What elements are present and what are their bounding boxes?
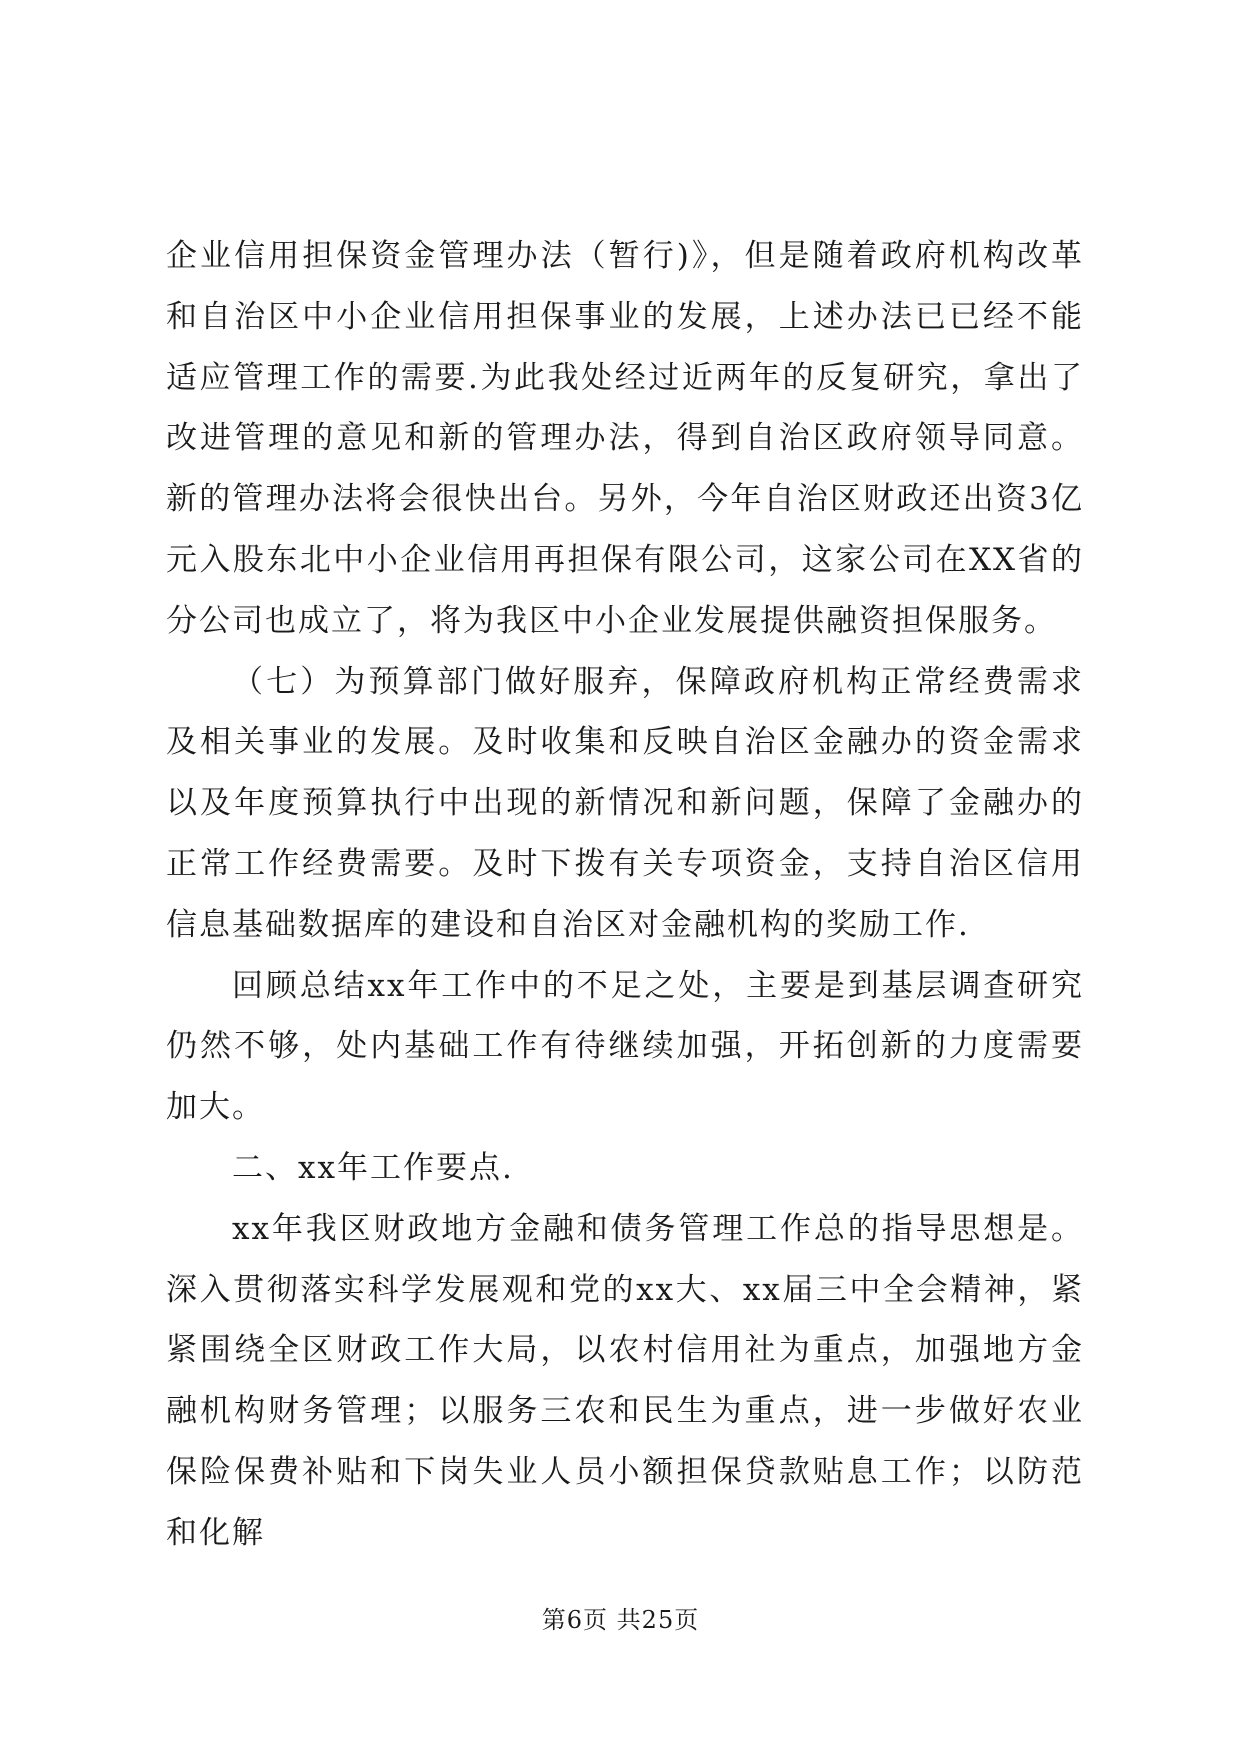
page-number-footer: 第6页 共25页 xyxy=(541,1606,700,1634)
paragraph-section-seven: （七）为预算部门做好服弃，保障政府机构正常经费需求及相关事业的发展。及时收集和反映自治区金融办的资金需求以及年度预算执行中出现的新情况和新问题，保障了金融办的正常工作经费需要。及时下拨有关专项资金，支持自治区信用信息基础数据库的建设和自治区对金融机构的奖励工作. xyxy=(166,663,1084,943)
paragraph-continuation: 企业信用担保资金管理办法（暂行)》，但是随着政府机构改革和自治区中小企业信用担保事业的发展，上述办法已已经不能适应管理工作的需要.为此我处经过近两年的反复研究，拿出了改进管理的意见和新的管理办法，得到自治区政府领导同意。新的管理办法将会很快出台。另外，今年自治区财政还出资3亿元入股东北中小企业信用再担保有限公司，这家公司在XX省的分公司也成立了，将为我区中小企业发展提供融资担保服务。 xyxy=(166,238,1084,639)
paragraph-review-summary: 回顾总结xx年工作中的不足之处，主要是到基层调查研究仍然不够，处内基础工作有待继续加强，开拓创新的力度需要加大。 xyxy=(166,967,1084,1126)
paragraph-guiding-thought: xx年我区财政地方金融和债务管理工作总的指导思想是。深入贯彻落实科学发展观和党的xx大、xx届三中全会精神，紧紧围绕全区财政工作大局，以农村信用社为重点，加强地方金融机构财务管理；以服务三农和民生为重点，进一步做好农业保险保费补贴和下岗失业人员小额担保贷款贴息工作；以防范和化解 xyxy=(166,1210,1084,1551)
document-body xyxy=(166,226,1084,1564)
section-heading-work-points: 二、xx年工作要点. xyxy=(232,1149,514,1186)
